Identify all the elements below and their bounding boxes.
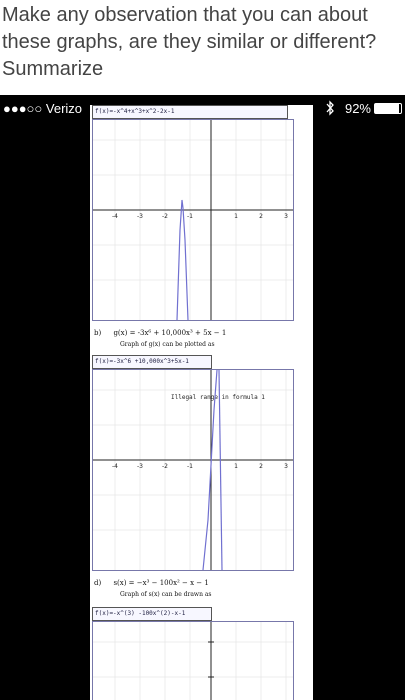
- graph-b-label: b): [94, 329, 102, 337]
- graph-a: [92, 119, 294, 321]
- battery-fill: [375, 104, 399, 113]
- carrier-info: [3, 101, 82, 116]
- svg-text:1: 1: [234, 463, 238, 470]
- svg-text:2: 2: [259, 463, 263, 470]
- svg-text:3: 3: [284, 463, 288, 470]
- graph-d-caption: Graph of s(x) can be drawn as: [120, 591, 212, 598]
- graph-d-formula: s(x) = −x³ − 100x² − x − 1: [113, 579, 209, 587]
- formula-bar-b[interactable]: f(x)=-3x^6 +10,000x^3+5x-1: [92, 355, 212, 369]
- graph-b-plot: [93, 370, 293, 570]
- graph-d-equation: [94, 579, 209, 587]
- graph-a-plot: [93, 120, 293, 320]
- question-text: [2, 2, 402, 83]
- svg-text:2: 2: [259, 213, 263, 220]
- svg-text:3: 3: [284, 213, 288, 220]
- bluetooth-icon: [325, 100, 335, 116]
- question-line-1: Make any observation that you can about: [2, 4, 368, 26]
- svg-text:-3: -3: [137, 463, 143, 470]
- question-line-2: these graphs, are they similar or different?: [2, 31, 377, 53]
- graph-b-formula: g(x) = -3x⁶ + 10,000x³ + 5x − 1: [113, 329, 227, 337]
- formula-bar-d[interactable]: f(x)=-x^(3) -100x^(2)-x-1: [92, 607, 212, 621]
- svg-text:-4: -4: [112, 463, 118, 470]
- graph-b-annotation: Illegal range in formula 1: [171, 394, 265, 401]
- graph-b: [92, 369, 294, 571]
- svg-text:-2: -2: [162, 463, 168, 470]
- svg-text:-3: -3: [137, 213, 143, 220]
- svg-text:-1: -1: [187, 463, 193, 470]
- graph-b-equation: [94, 329, 226, 337]
- carrier-name: Verizo: [45, 101, 83, 116]
- svg-text:-4: -4: [112, 213, 118, 220]
- svg-text:-2: -2: [162, 213, 168, 220]
- phone-screenshot: [0, 95, 405, 700]
- svg-text:1: 1: [234, 213, 238, 220]
- graph-d: [92, 621, 294, 700]
- graph-d-plot: [93, 622, 293, 700]
- svg-text:-1: -1: [187, 213, 193, 220]
- battery-percent: 92%: [344, 101, 371, 116]
- graph-b-caption: Graph of g(x) can be plotted as: [120, 341, 215, 348]
- battery-icon: [374, 103, 402, 114]
- signal-strength-icon: ●●●○○: [3, 101, 43, 116]
- graph-d-label: d): [94, 579, 102, 587]
- question-line-3: Summarize: [2, 58, 104, 80]
- formula-bar-a[interactable]: f(x)=-x^4+x^3+x^2-2x-1: [92, 105, 288, 119]
- document-area: [90, 105, 313, 700]
